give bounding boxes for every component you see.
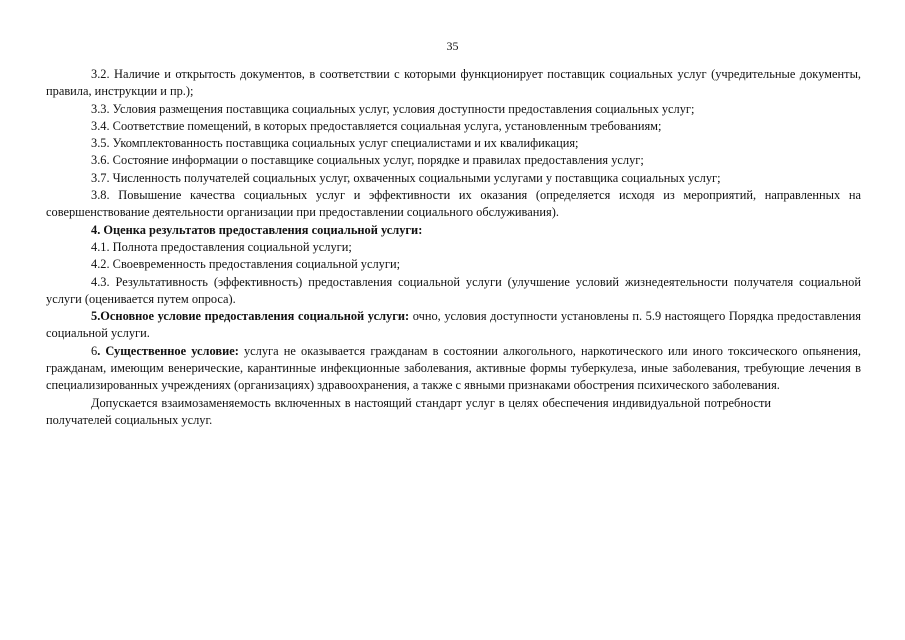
paragraph-4-3: 4.3. Результативность (эффективность) предоставления социальной услуги (улучшение условий жизнедеятельности получателя социальной услуги (оценивается путем опроса). [46, 274, 861, 306]
essential-condition-label: . Существенное условие: [97, 343, 239, 358]
essential-condition-number: 6 [91, 343, 98, 358]
paragraph-6-essential-condition: 6. Существенное условие: услуга не оказывается гражданам в состоянии алкогольного, наркотического или иного токсического опьянения, гражданам, имеющим венерические, карантинные инфекционные заболевания, активные формы туберкулеза, иные заболевания, требующие лечения в специализированных учреждениях (организациях) здравоохранения, а также с явными признаками обострения психического заболевания. [46, 343, 861, 393]
section-heading-4-text: 4. Оценка результатов предоставления социальной услуги: [91, 222, 423, 237]
paragraph-3-7: 3.7. Численность получателей социальных услуг, охваченных социальными услугами у поставщика социальных услуг; [91, 170, 721, 185]
paragraph-5-main-condition: 5.Основное условие предоставления социальной услуги: очно, условия доступности установлены п. 5.9 настоящего Порядка предоставления социальной услуги. [46, 309, 861, 341]
paragraph-3-5: 3.5. Укомплектованность поставщика социальных услуг специалистами и их квалификация; [91, 136, 579, 151]
paragraph-3-2: 3.2. Наличие и открытость документов, в соответствии с которыми функционирует поставщик социальных услуг (учредительные документы, правила, инструкции и пр.); [46, 67, 861, 99]
paragraph-3-4: 3.4. Соответствие помещений, в которых предоставляется социальная услуга, установленным требованиям; [91, 118, 662, 133]
paragraph-3-6: 3.6. Состояние информации о поставщике социальных услуг, порядке и правилах предоставления услуг; [91, 153, 644, 168]
section-heading-4 [46, 222, 861, 239]
paragraph-3-8: 3.8. Повышение качества социальных услуг и эффективности их оказания (определяется исходя из мероприятий, направленных на совершенствование деятельности организации при предоставлении социального обслуживания). [46, 188, 861, 220]
paragraph-4-1: 4.1. Полнота предоставления социальной услуги; [91, 239, 352, 254]
page-number: 35 [446, 39, 459, 53]
paragraph-interchangeability: Допускается взаимозаменяемость включенных в настоящий стандарт услуг в целях обеспечения индивидуальной потребности получателей социальных услуг. [46, 395, 771, 427]
paragraph-3-3: 3.3. Условия размещения поставщика социальных услуг, условия доступности предоставления социальных услуг; [91, 101, 695, 116]
paragraph-4-2: 4.2. Своевременность предоставления социальной услуги; [91, 257, 401, 272]
document-body [46, 66, 861, 429]
main-condition-label: 5.Основное условие предоставления социальной услуги: [91, 309, 410, 324]
